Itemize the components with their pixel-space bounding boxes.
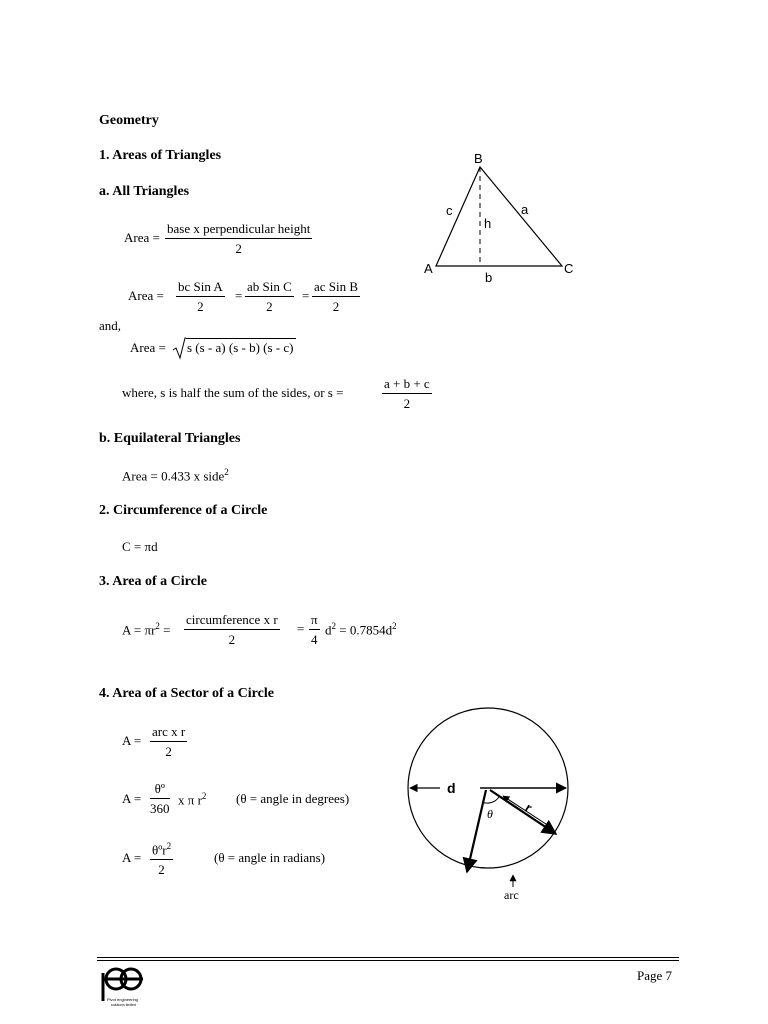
radius-r-label: r [522, 799, 535, 816]
fraction [150, 724, 187, 760]
numerator: ac Sin B [312, 279, 360, 297]
equals-sign: = [302, 288, 310, 303]
pivot-engineering-logo [98, 963, 148, 1009]
section-heading: 1. Areas of Triangles [99, 148, 222, 163]
logo-text: Pivot engineering [107, 997, 138, 1002]
equals-sign: = [235, 288, 243, 303]
denominator: 2 [165, 744, 172, 759]
fraction [309, 612, 320, 648]
logo-text: solutions limited [111, 1003, 136, 1007]
fraction [245, 279, 294, 315]
vertex-b-label: B [474, 151, 483, 166]
denominator: 2 [228, 632, 236, 647]
superscript: 2 [166, 841, 172, 851]
superscript: 2 [224, 467, 229, 477]
formula-circumference: C = πd [122, 539, 158, 554]
sector-diagram [400, 700, 590, 910]
vertex-c-label: C [564, 261, 574, 276]
triangle-diagram [420, 150, 580, 290]
page-title: Geometry [99, 113, 159, 128]
equals-sign: = [159, 622, 171, 638]
section-heading: 4. Area of a Sector of a Circle [99, 686, 274, 701]
height-h-label: h [484, 216, 492, 231]
section-heading: b. Equilateral Triangles [99, 431, 241, 446]
section-heading: 2. Circumference of a Circle [99, 503, 268, 518]
equals-sign: = [297, 621, 305, 636]
formula-label: A = [122, 733, 142, 748]
superscript: 2 [201, 791, 207, 801]
diameter-d-label: d [447, 780, 456, 796]
denominator: 4 [311, 632, 318, 647]
superscript: 2 [392, 621, 397, 631]
footer-divider [97, 960, 679, 961]
numerator: θº [150, 781, 170, 799]
formula-label: Area = [124, 230, 160, 245]
fraction [184, 612, 280, 648]
denominator: 2 [403, 396, 411, 411]
formula-equilateral [122, 467, 229, 484]
degrees-note: (θ = angle in degrees) [236, 791, 350, 806]
triangle-shape [436, 167, 562, 266]
denominator: 360 [150, 801, 170, 816]
denominator: 2 [266, 299, 273, 314]
sqrt-icon [172, 336, 186, 360]
arc-label: arc [504, 888, 519, 902]
fraction [382, 376, 432, 412]
fraction [150, 781, 170, 817]
footer-divider [97, 957, 679, 958]
numerator: bc Sin A [176, 279, 225, 297]
numerator: base x perpendicular height [165, 221, 312, 239]
side-c-label: c [446, 203, 453, 218]
denominator: 2 [332, 299, 340, 314]
formula-text: Area = 0.433 x side [122, 468, 225, 484]
heron-expression: s (s - a) (s - b) (s - c) [187, 340, 294, 355]
vertex-a-label: A [424, 261, 433, 276]
formula-circle-area-tail [325, 621, 397, 638]
numerator-text: θºr [152, 842, 167, 858]
denominator: 2 [197, 299, 204, 314]
section-heading: a. All Triangles [99, 184, 190, 199]
formula-label: Area = [130, 340, 166, 355]
superscript: 2 [155, 621, 160, 631]
formula-label: A = [122, 850, 142, 865]
numerator: arc x r [150, 724, 187, 742]
numerator: circumference x r [184, 612, 280, 630]
fraction [150, 841, 173, 878]
formula-text: d [325, 622, 332, 638]
denominator: 2 [235, 241, 242, 256]
denominator: 2 [158, 862, 165, 878]
where-text: where, s is half the sum of the sides, or s = [122, 385, 344, 400]
side-b-label: b [485, 270, 493, 285]
side-a-label: a [521, 202, 529, 217]
formula-label: A = [122, 791, 142, 806]
radians-note: (θ = angle in radians) [214, 850, 326, 865]
numerator: π [309, 612, 320, 630]
formula-text [178, 791, 206, 808]
formula-circle-area [122, 621, 171, 638]
formula-part: x π r [178, 792, 202, 808]
fraction [312, 279, 360, 315]
section-heading: 3. Area of a Circle [99, 574, 207, 589]
numerator: a + b + c [382, 376, 432, 394]
numerator: ab Sin C [245, 279, 294, 297]
theta-label: θ [487, 807, 493, 821]
formula-text: A = πr [122, 622, 156, 638]
formula-label: Area = [128, 288, 164, 303]
superscript: 2 [331, 621, 336, 631]
fraction [165, 221, 312, 257]
fraction [176, 279, 225, 315]
page-number: Page 7 [637, 968, 673, 983]
numerator [150, 841, 173, 860]
formula-text: = 0.7854d [336, 622, 393, 638]
and-text: and, [99, 318, 122, 333]
